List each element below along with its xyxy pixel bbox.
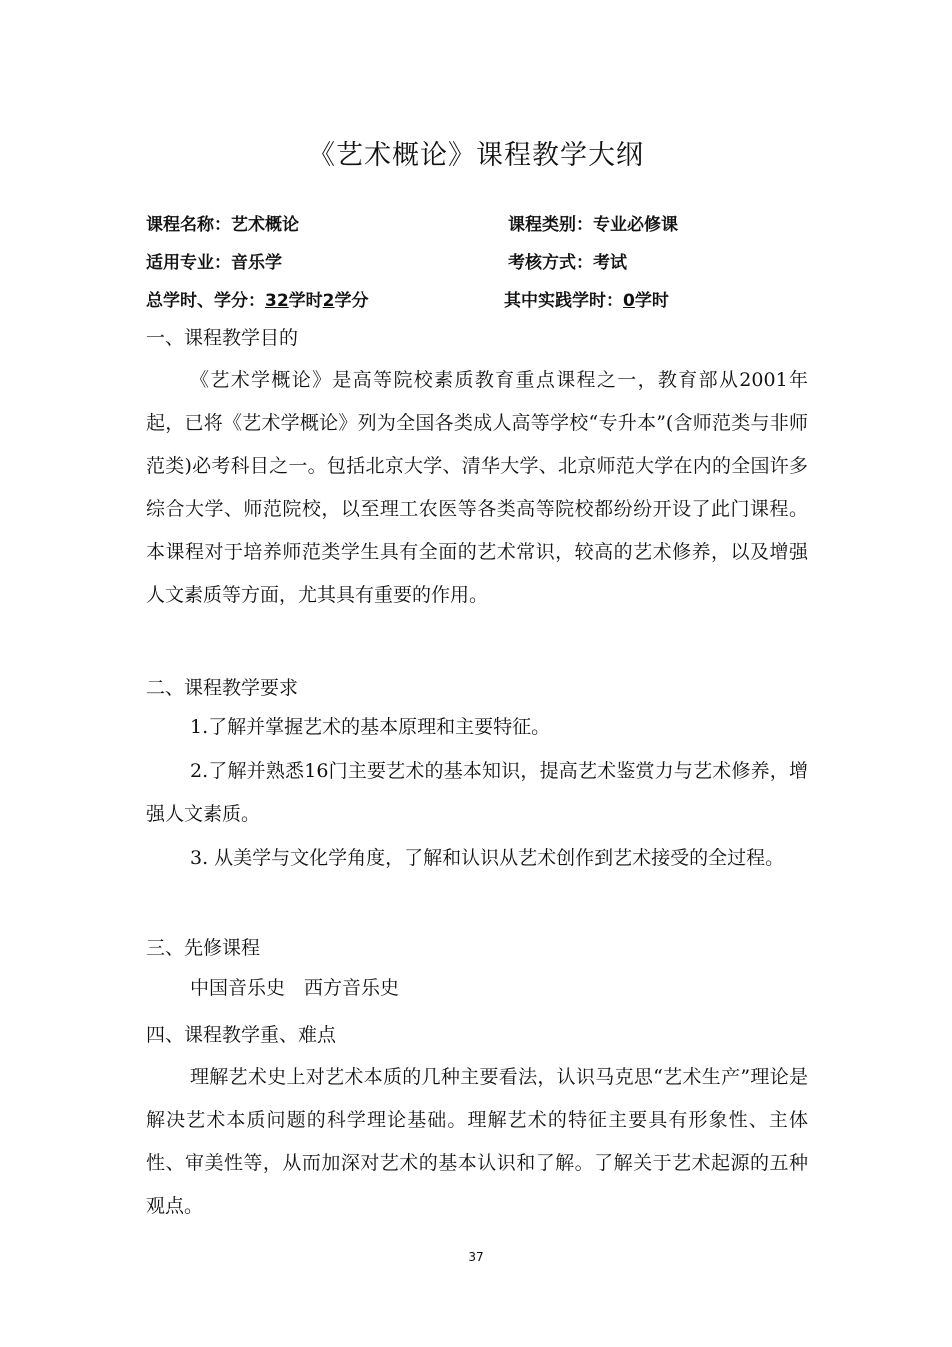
assessment-label: 考核方式：	[508, 253, 593, 273]
assessment-field	[508, 248, 627, 273]
course-name-value: 艺术概论	[231, 215, 299, 235]
objectives-paragraph: 《艺术学概论》是高等院校素质教育重点课程之一，教育部从2001年起，已将《艺术学概论》列为全国各类成人高等学校“专升本”(含师范类与非师范类)必考科目之一。包括北京大学、清华大学、北京师范大学在内的全国许多综合大学、师范院校，以至理工农医等各类高等院校都纷纷开设了此门课程。本课程对于培养师范类学生具有全面的艺术常识，较高的艺术修养，以及增强人文素质等方面，尤其具有重要的作用。	[146, 369, 808, 606]
hours-label: 总学时、学分：	[146, 291, 265, 311]
assessment-value: 考试	[593, 253, 627, 273]
document-title: 《艺术概论》课程教学大纲	[308, 140, 644, 171]
hours-unit: 学时	[288, 291, 323, 311]
page-number: 37	[468, 1250, 484, 1264]
major-label: 适用专业：	[146, 253, 231, 273]
total-hours-value: 32	[265, 291, 289, 311]
key-points-paragraph: 理解艺术史上对艺术本质的几种主要看法，认识马克思“艺术生产”理论是解决艺术本质问题的科学理论基础。理解艺术的特征主要具有形象性、主体性、审美性等，从而加深对艺术的基本认识和了解。了解关于艺术起源的五种观点。	[146, 1066, 808, 1217]
major-field	[146, 248, 282, 273]
requirement-item-2: 2.了解并熟悉16门主要艺术的基本知识，提高艺术鉴赏力与艺术修养，增强人文素质。	[146, 760, 808, 825]
hours-credits-field	[146, 286, 369, 311]
requirement-item-3: 3. 从美学与文化学角度，了解和认识从艺术创作到艺术接受的全过程。	[190, 847, 785, 869]
meta-row-3	[146, 286, 826, 310]
course-name-field	[146, 210, 299, 235]
section-heading-objectives: 一、课程教学目的	[146, 327, 299, 349]
requirement-item-1: 1.了解并掌握艺术的基本原理和主要特征。	[190, 716, 551, 738]
section-heading-requirements: 二、课程教学要求	[146, 677, 299, 699]
prerequisite-courses: 中国音乐史 西方音乐史	[190, 977, 400, 999]
practice-label: 其中实践学时：	[504, 291, 623, 311]
course-type-value: 专业必修课	[593, 215, 678, 235]
course-name-label: 课程名称：	[146, 215, 231, 235]
section-heading-key-points: 四、课程教学重、难点	[146, 1024, 337, 1046]
section-heading-prerequisites: 三、先修课程	[146, 937, 261, 959]
credits-unit: 学分	[334, 291, 369, 311]
course-type-label: 课程类别：	[508, 215, 593, 235]
meta-row-2	[146, 248, 826, 272]
practice-hours-value: 0	[623, 291, 635, 311]
credits-value: 2	[322, 291, 335, 311]
meta-row-1	[146, 210, 826, 234]
major-value: 音乐学	[231, 253, 282, 273]
course-type-field	[508, 210, 678, 235]
practice-hours-field	[504, 286, 669, 311]
practice-unit: 学时	[634, 291, 669, 311]
